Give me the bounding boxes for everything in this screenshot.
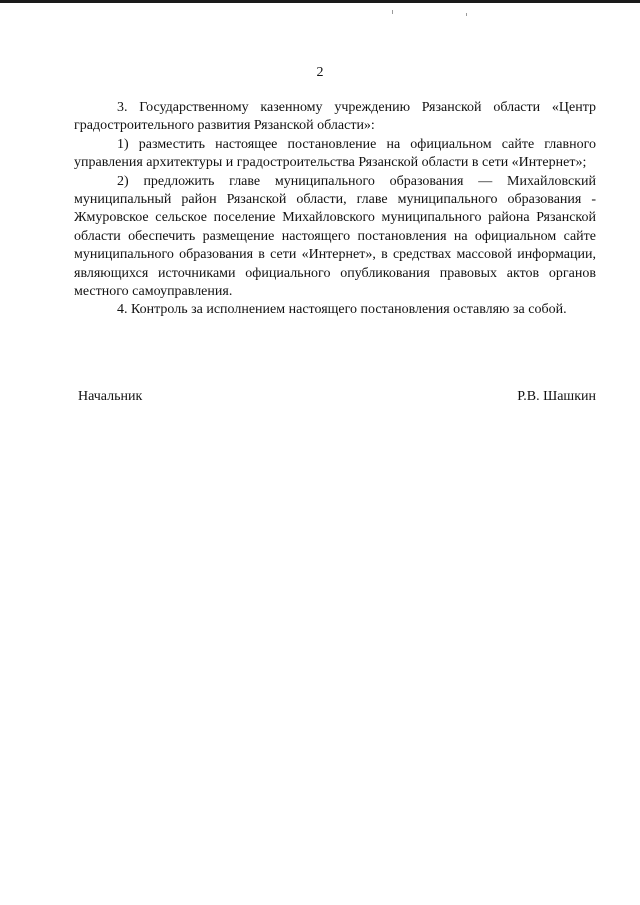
paragraph-subitem-2: 2) предложить главе муниципального образования — Михайловский муниципальный район Рязанской области, главе муниципального образования - Жмуровское сельское поселение Михайловского муниципального района Рязанской области обеспечить размещение настоящего постановления на официальном сайте муниципального образования в сети «Интернет», в средствах массовой информации, являющихся источниками официального опубликования правовых актов органов местного самоуправления. <box>74 173 596 300</box>
scan-artifact <box>466 13 467 16</box>
paragraph-item-3: 3. Государственному казенному учреждению Рязанской области «Центр градостроительного развития Рязанской области»: <box>74 100 596 134</box>
page-top-edge <box>0 0 640 3</box>
signatory-title: Начальник <box>78 389 143 404</box>
scan-artifact <box>392 10 393 14</box>
page-number: 2 <box>316 65 324 80</box>
paragraph-subitem-1: 1) разместить настоящее постановление на официальном сайте главного управления архитектуры и градостроительства Рязанской области в сети «Интернет»; <box>74 136 596 171</box>
paragraph-item-4: 4. Контроль за исполнением настоящего постановления оставляю за собой. <box>117 302 567 318</box>
signatory-name: Р.В. Шашкин <box>517 389 596 404</box>
document-body <box>74 99 596 320</box>
